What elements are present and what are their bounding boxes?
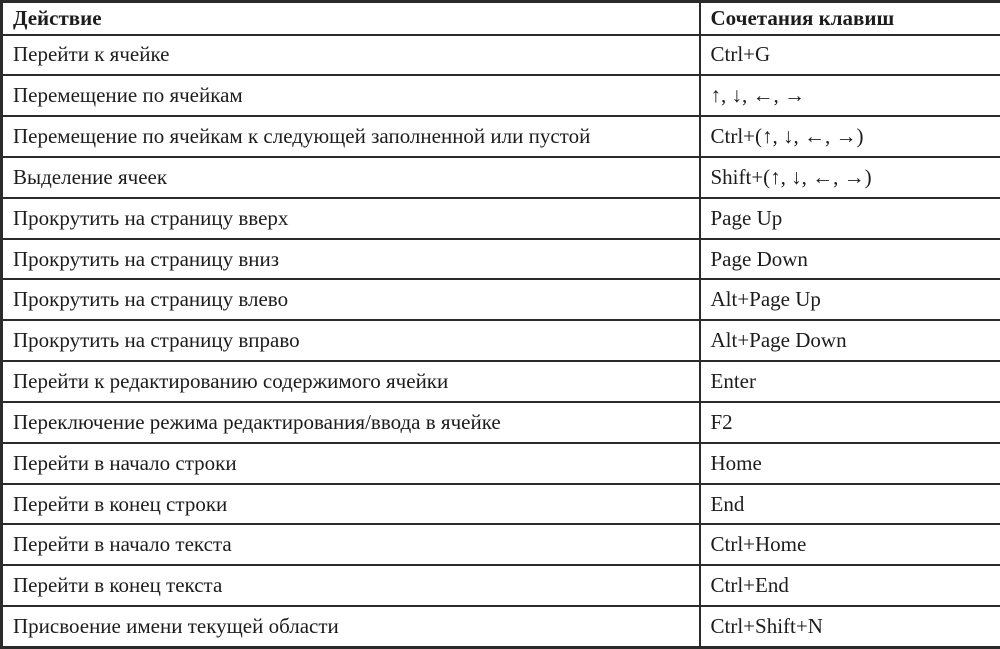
action-cell: Перейти в конец строки <box>2 484 700 525</box>
table-row <box>2 443 1000 484</box>
table-row <box>2 279 1000 320</box>
keys-cell: Ctrl+G <box>700 35 1000 76</box>
action-cell: Переключение режима редактирования/ввода в ячейке <box>2 402 700 443</box>
keys-cell: Alt+Page Up <box>700 279 1000 320</box>
action-cell: Прокрутить на страницу влево <box>2 279 700 320</box>
table-header-row <box>2 2 1000 35</box>
action-cell: Перейти в начало строки <box>2 443 700 484</box>
keys-cell: End <box>700 484 1000 525</box>
keys-cell: Home <box>700 443 1000 484</box>
table-row <box>2 361 1000 402</box>
action-cell: Прокрутить на страницу вверх <box>2 198 700 239</box>
action-cell: Перейти к ячейке <box>2 35 700 76</box>
table-row <box>2 565 1000 606</box>
action-cell: Прокрутить на страницу вправо <box>2 320 700 361</box>
table-body <box>2 35 1000 648</box>
table-row <box>2 320 1000 361</box>
table-row <box>2 402 1000 443</box>
action-cell: Присвоение имени текущей области <box>2 606 700 647</box>
keys-cell: Page Up <box>700 198 1000 239</box>
column-header-keys: Сочетания клавиш <box>700 2 1000 35</box>
keys-cell: Shift+(↑, ↓, ←, →) <box>700 157 1000 198</box>
keys-cell: Enter <box>700 361 1000 402</box>
keys-cell: Page Down <box>700 239 1000 280</box>
keys-cell: Ctrl+Home <box>700 524 1000 565</box>
table-row <box>2 524 1000 565</box>
table-row <box>2 116 1000 157</box>
keys-cell: Ctrl+(↑, ↓, ←, →) <box>700 116 1000 157</box>
action-cell: Перейти в конец текста <box>2 565 700 606</box>
table-row <box>2 198 1000 239</box>
column-header-action: Действие <box>2 2 700 35</box>
table-row <box>2 75 1000 116</box>
keys-cell: Ctrl+End <box>700 565 1000 606</box>
table-row <box>2 484 1000 525</box>
action-cell: Перейти к редактированию содержимого ячейки <box>2 361 700 402</box>
keys-cell: ↑, ↓, ←, → <box>700 75 1000 116</box>
action-cell: Перемещение по ячейкам <box>2 75 700 116</box>
keys-cell: Ctrl+Shift+N <box>700 606 1000 647</box>
action-cell: Выделение ячеек <box>2 157 700 198</box>
action-cell: Прокрутить на страницу вниз <box>2 239 700 280</box>
table-row <box>2 157 1000 198</box>
table-row <box>2 239 1000 280</box>
action-cell: Перейти в начало текста <box>2 524 700 565</box>
keys-cell: Alt+Page Down <box>700 320 1000 361</box>
keys-cell: F2 <box>700 402 1000 443</box>
action-cell: Перемещение по ячейкам к следующей заполненной или пустой <box>2 116 700 157</box>
table-row <box>2 606 1000 647</box>
table-row <box>2 35 1000 76</box>
